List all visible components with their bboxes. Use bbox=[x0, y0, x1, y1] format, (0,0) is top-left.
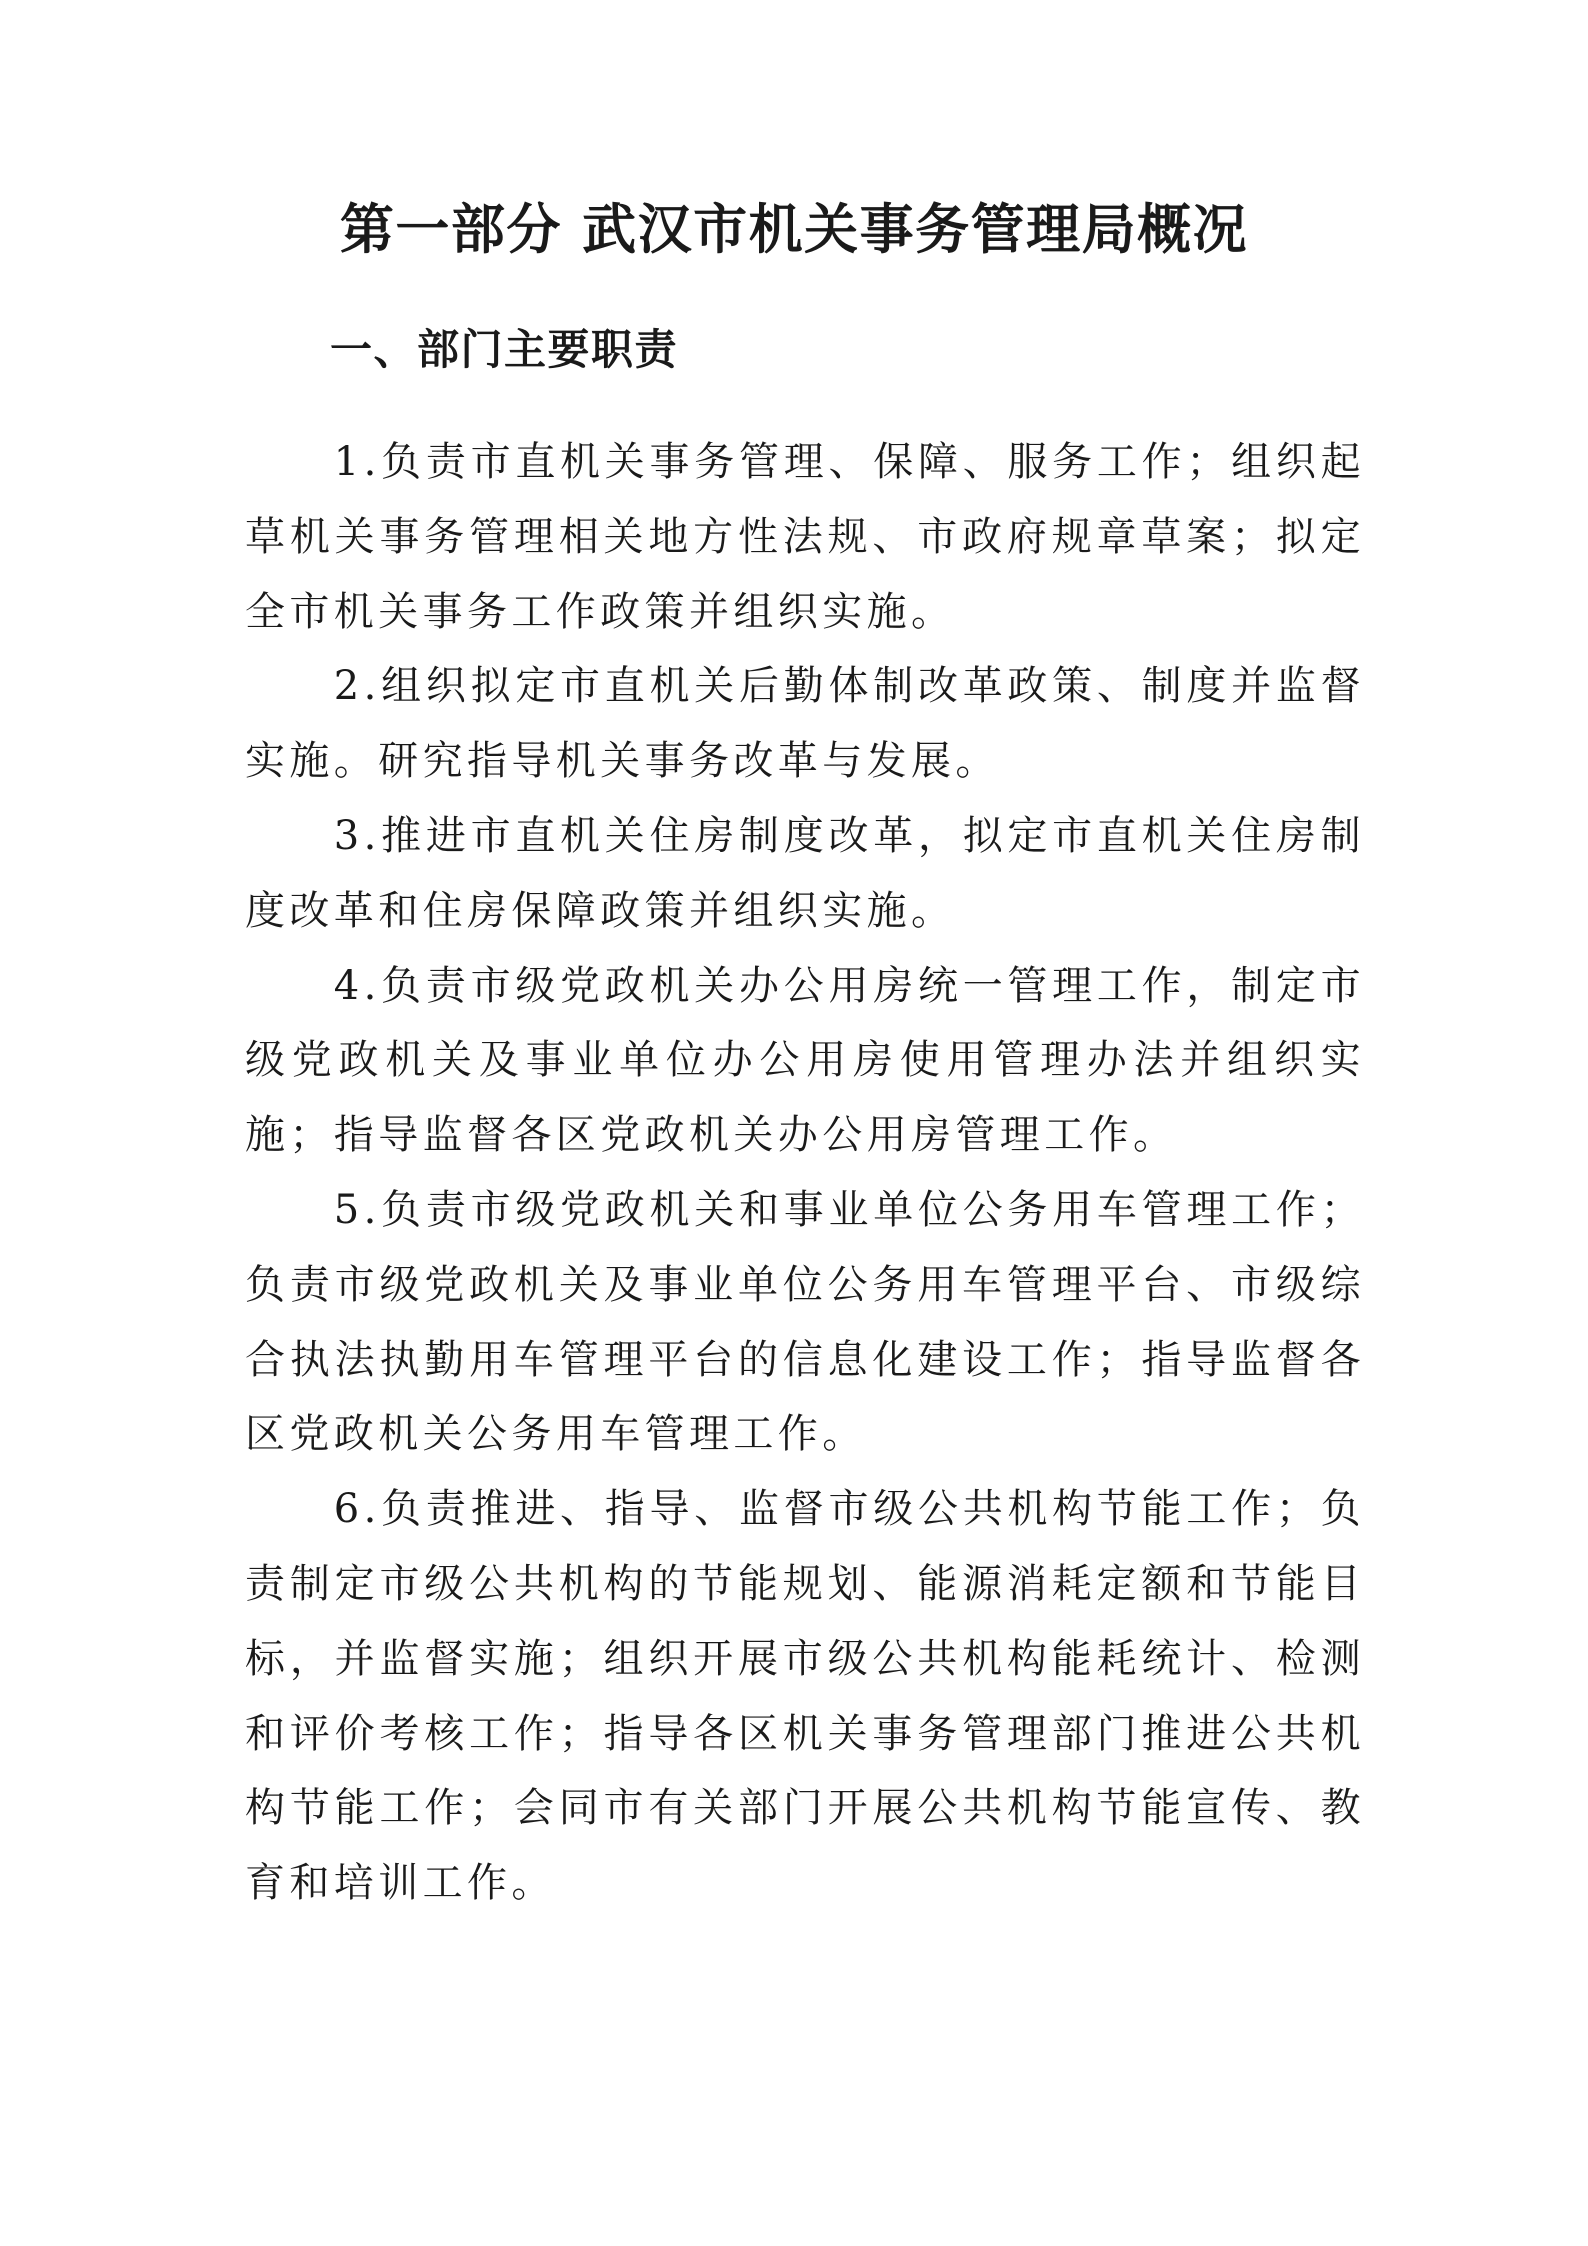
duties-list bbox=[245, 425, 1365, 1921]
duty-paragraph-6: 6.负责推进、指导、监督市级公共机构节能工作；负责制定市级公共机构的节能规划、能源消耗定额和节能目标，并监督实施；组织开展市级公共机构能耗统计、检测和评价考核工作；指导各区机关事务管理部门推进公共机构节能工作；会同市有关部门开展公共机构节能宣传、教育和培训工作。 bbox=[245, 1486, 1365, 1907]
page-title: 第一部分 武汉市机关事务管理局概况 bbox=[339, 198, 1249, 261]
duty-paragraph-5: 5.负责市级党政机关和事业单位公务用车管理工作；负责市级党政机关及事业单位公务用车管理平台、市级综合执法执勤用车管理平台的信息化建设工作；指导监督各区党政机关公务用车管理工作。 bbox=[245, 1186, 1365, 1458]
section-heading: 一、部门主要职责 bbox=[330, 325, 679, 374]
duty-paragraph-4: 4.负责市级党政机关办公用房统一管理工作，制定市级党政机关及事业单位办公用房使用管理办法并组织实施；指导监督各区党政机关办公用房管理工作。 bbox=[245, 962, 1365, 1159]
duty-paragraph-2: 2.组织拟定市直机关后勤体制改革政策、制度并监督实施。研究指导机关事务改革与发展。 bbox=[245, 663, 1365, 785]
duty-paragraph-3: 3.推进市直机关住房制度改革，拟定市直机关住房制度改革和住房保障政策并组织实施。 bbox=[245, 812, 1365, 934]
duty-paragraph-1: 1.负责市直机关事务管理、保障、服务工作；组织起草机关事务管理相关地方性法规、市政府规章草案；拟定全市机关事务工作政策并组织实施。 bbox=[245, 439, 1365, 635]
